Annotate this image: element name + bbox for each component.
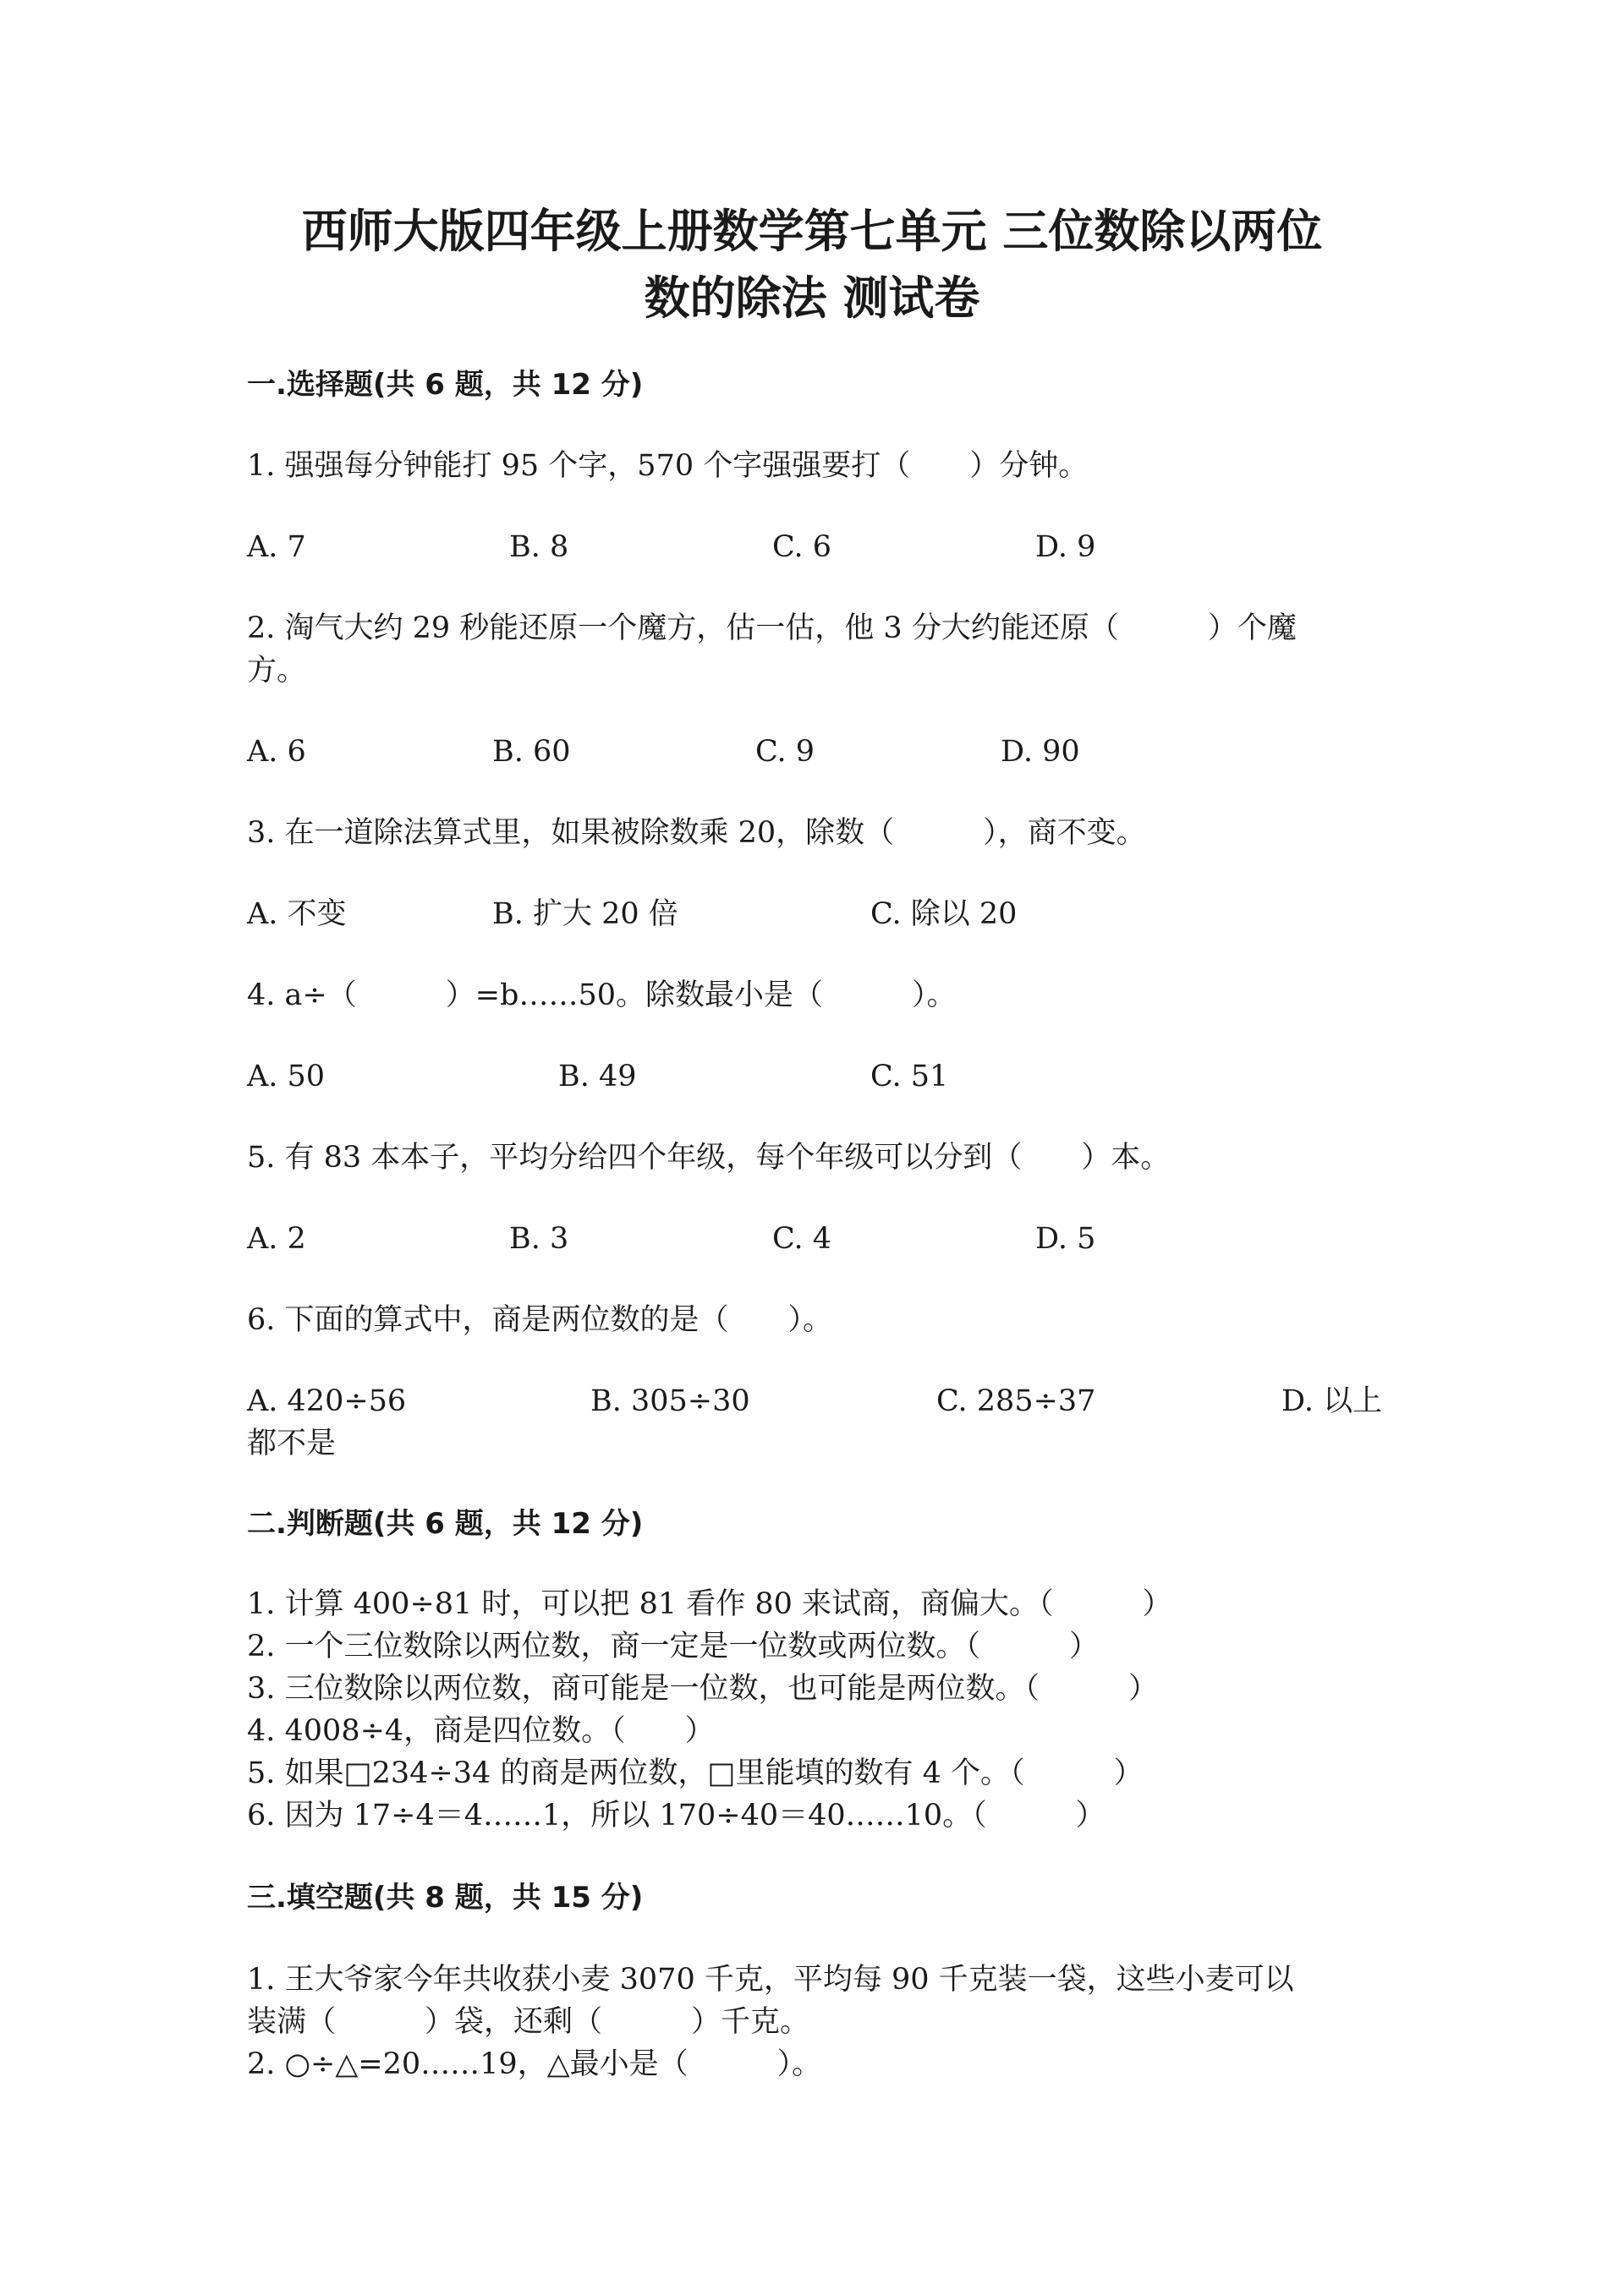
option-4c: C. 51 — [870, 1060, 949, 1093]
question-5: 5. 有 83 本本子，平均分给四个年级，每个年级可以分到（ ）本。 — [247, 1141, 1171, 1175]
question-1: 1. 强强每分钟能打 95 个字，570 个字强强要打（ ）分钟。 — [247, 449, 1089, 483]
option-1b: B. 8 — [509, 530, 569, 564]
option-1c: C. 6 — [772, 530, 832, 564]
judge-item-3: 3. 三位数除以两位数，商可能是一位数，也可能是两位数。（ ） — [247, 1672, 1159, 1706]
option-6c: C. 285÷37 — [936, 1384, 1096, 1418]
question-6: 6. 下面的算式中，商是两位数的是（ ）。 — [247, 1303, 833, 1337]
option-2b: B. 60 — [492, 735, 571, 769]
option-2a: A. 6 — [247, 735, 306, 769]
option-5b: B. 3 — [509, 1222, 569, 1256]
option-4b: B. 49 — [558, 1060, 637, 1093]
option-3c: C. 除以 20 — [870, 897, 1018, 931]
question-3: 3. 在一道除法算式里，如果被除数乘 20，除数（ ），商不变。 — [247, 816, 1146, 850]
page-title-line2: 数的除法 测试卷 — [644, 271, 980, 325]
option-5c: C. 4 — [772, 1222, 832, 1256]
option-5a: A. 2 — [247, 1222, 306, 1256]
option-6b: B. 305÷30 — [590, 1384, 750, 1418]
option-1d: D. 9 — [1035, 530, 1096, 564]
section-heading-choice: 一.选择题(共 6 题，共 12 分) — [247, 368, 644, 402]
question-4: 4. a÷（ ）=b……50。除数最小是（ ）。 — [247, 978, 957, 1012]
option-2c: C. 9 — [755, 735, 815, 769]
section-heading-judge: 二.判断题(共 6 题，共 12 分) — [247, 1507, 644, 1541]
option-3b: B. 扩大 20 倍 — [492, 897, 678, 931]
page-title-line1: 西师大版四年级上册数学第七单元 三位数除以两位 — [301, 205, 1323, 258]
option-5d: D. 5 — [1035, 1222, 1096, 1256]
option-1a: A. 7 — [247, 530, 306, 564]
judge-item-6: 6. 因为 17÷4＝4……1，所以 170÷40＝40……10。（ ） — [247, 1799, 1106, 1833]
question-2-line2: 方。 — [247, 654, 307, 688]
fill-item-1-line1: 1. 王大爷家今年共收获小麦 3070 千克，平均每 90 千克装一袋，这些小麦可以 — [247, 1963, 1294, 1997]
option-6d: D. 以上 — [1281, 1384, 1383, 1418]
fill-item-1-line2: 装满（ ）袋，还剩（ ）千克。 — [247, 2005, 810, 2039]
option-3a: A. 不变 — [247, 897, 347, 931]
option-6a: A. 420÷56 — [247, 1384, 407, 1418]
judge-item-2: 2. 一个三位数除以两位数，商一定是一位数或两位数。（ ） — [247, 1630, 1100, 1663]
section-heading-fill: 三.填空题(共 8 题，共 15 分) — [247, 1881, 644, 1915]
judge-item-1: 1. 计算 400÷81 时，可以把 81 看作 80 来试商，商偏大。（ ） — [247, 1587, 1172, 1621]
fill-item-2: 2. ○÷△=20……19，△最小是（ ）。 — [247, 2047, 822, 2081]
question-2-line1: 2. 淘气大约 29 秒能还原一个魔方，估一估，他 3 分大约能还原（ ）个魔 — [247, 611, 1297, 645]
option-4a: A. 50 — [247, 1060, 326, 1093]
option-2d: D. 90 — [1001, 735, 1080, 769]
option-6d-wrap: 都不是 — [247, 1427, 337, 1460]
judge-item-4: 4. 4008÷4，商是四位数。（ ） — [247, 1714, 715, 1748]
judge-item-5: 5. 如果□234÷34 的商是两位数，□里能填的数有 4 个。（ ） — [247, 1756, 1144, 1790]
